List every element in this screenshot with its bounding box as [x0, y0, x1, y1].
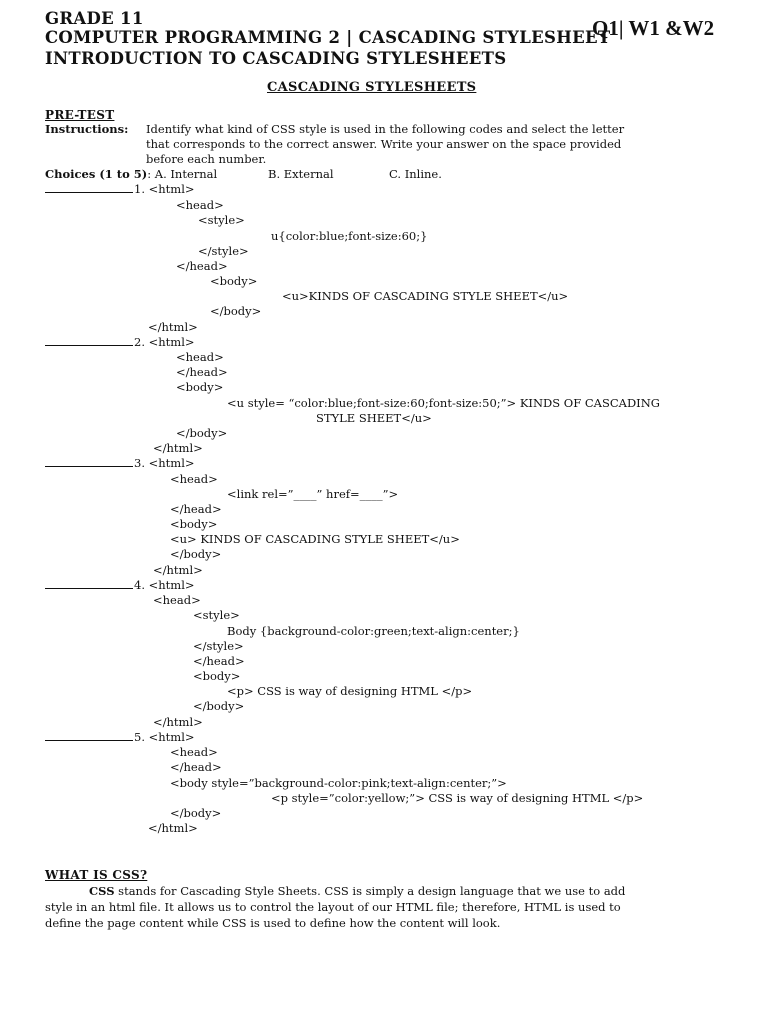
code-line: </head>: [176, 259, 228, 273]
doc-title: CASCADING STYLESHEETS: [267, 80, 477, 95]
code-line: <body>: [170, 517, 218, 531]
grade-label: GRADE 11: [45, 9, 144, 28]
item-2-first-line: 2. <html>: [45, 335, 195, 349]
code-line: u{color:blue;font-size:60;}: [271, 229, 428, 243]
code-line: </head>: [170, 760, 222, 774]
code-line: </style>: [193, 639, 244, 653]
quarter-week-label: Q1| W1 &W2: [592, 16, 715, 40]
answer-blank-3[interactable]: [45, 465, 133, 467]
code-line: <head>: [176, 198, 224, 212]
choices-line: Choices (1 to 5): A. Internal: [45, 167, 218, 181]
code-line: <style>: [198, 213, 245, 227]
answer-blank-4[interactable]: [45, 587, 133, 589]
css-definition-line-2: style in an html file. It allows us to control the layout of our HTML file; therefore, HTML is used to: [45, 900, 621, 914]
item-3-first-line: 3. <html>: [45, 456, 195, 470]
code-line: </html>: [148, 320, 198, 334]
code-line: </html>: [148, 821, 198, 835]
answer-blank-2[interactable]: [45, 344, 133, 346]
code-line: </html>: [153, 563, 203, 577]
code-line: </style>: [198, 244, 249, 258]
instructions-line-3: before each number.: [146, 152, 267, 166]
code-line: </body>: [193, 699, 245, 713]
answer-blank-5[interactable]: [45, 739, 133, 741]
code-line: STYLE SHEET</u>: [316, 411, 432, 425]
css-definition-line-1: CSS stands for Cascading Style Sheets. CSS is simply a design language that we use to add: [89, 884, 626, 898]
code-line: <head>: [170, 745, 218, 759]
code-line: </html>: [153, 441, 203, 455]
code-line: Body {background-color:green;text-align:center;}: [227, 624, 520, 638]
instructions-label: Instructions:: [45, 122, 129, 136]
item-5-first-line: 5. <html>: [45, 730, 195, 744]
code-line: </html>: [153, 715, 203, 729]
code-line: </body>: [170, 547, 222, 561]
instructions-line-2: that corresponds to the correct answer. Write your answer on the space provided: [146, 137, 622, 151]
code-line: <head>: [153, 593, 201, 607]
what-is-css-heading: WHAT IS CSS?: [45, 868, 148, 882]
code-line: </head>: [176, 365, 228, 379]
code-line: <style>: [193, 608, 240, 622]
instructions-line-1: Identify what kind of CSS style is used in the following codes and select the letter: [146, 122, 625, 136]
code-line: </head>: [170, 502, 222, 516]
code-line: <u style= “color:blue;font-size:60;font-size:50;”> KINDS OF CASCADING: [227, 396, 660, 410]
answer-blank-1[interactable]: [45, 191, 133, 193]
code-line: <body>: [193, 669, 241, 683]
code-line: </body>: [170, 806, 222, 820]
topic-title: INTRODUCTION TO CASCADING STYLESHEETS: [45, 49, 507, 68]
css-definition-line-3: define the page content while CSS is used to define how the content will look.: [45, 916, 501, 930]
code-line: </body>: [176, 426, 228, 440]
choice-c: C. Inline.: [389, 167, 442, 181]
item-4-first-line: 4. <html>: [45, 578, 195, 592]
code-line: <p style=”color:yellow;”> CSS is way of designing HTML </p>: [271, 791, 644, 805]
choice-b: B. External: [268, 167, 334, 181]
item-1-first-line: 1. <html>: [45, 182, 195, 196]
code-line: <body>: [176, 380, 224, 394]
code-line: <body>: [210, 274, 258, 288]
code-line: <head>: [170, 472, 218, 486]
code-line: </body>: [210, 304, 262, 318]
code-line: <u>KINDS OF CASCADING STYLE SHEET</u>: [282, 289, 569, 303]
code-line: <u> KINDS OF CASCADING STYLE SHEET</u>: [170, 532, 460, 546]
code-line: <head>: [176, 350, 224, 364]
code-line: <p> CSS is way of designing HTML </p>: [227, 684, 473, 698]
code-line: <link rel=”____” href=____”>: [227, 487, 399, 501]
code-line: </head>: [193, 654, 245, 668]
subject-title: COMPUTER PROGRAMMING 2 | CASCADING STYLESHEET: [45, 28, 611, 47]
code-line: <body style=”background-color:pink;text-align:center;”>: [170, 776, 507, 790]
pretest-heading: PRE-TEST: [45, 108, 115, 122]
